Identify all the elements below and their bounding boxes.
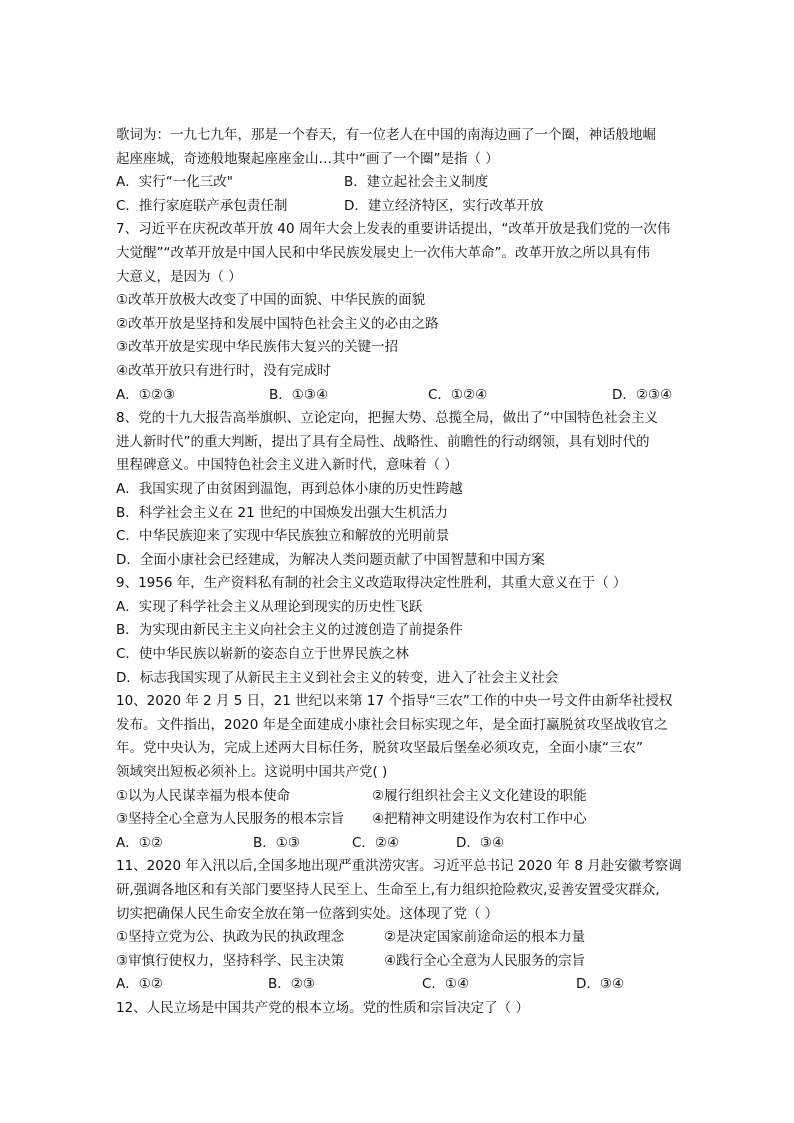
option-b: B．②③ (268, 976, 315, 993)
q10-stem-line: 年。党中央认为，完成上述两大目标任务，脱贫攻坚最后堡垒必须攻克，全面小康“三农” (116, 740, 643, 757)
q7-stem-line: 大觉醒”“改革开放是中国人民和中华民族发展史上一次伟大革命”。改革开放之所以具有伟 (116, 244, 650, 261)
option-a: A．实现了科学社会主义从理论到现实的历史性飞跃 (116, 598, 423, 615)
option-d: D．②③④ (612, 386, 673, 403)
q10-statements-row (116, 808, 682, 832)
q8-stem-line: 里程碑意义。中国特色社会主义进入新时代，意味着（ ） (116, 457, 458, 474)
option-b: B．①③ (253, 834, 300, 851)
q11-statement: ①坚持立党为公、执政为民的执政理念 (116, 929, 345, 946)
q7-statement: ②改革开放是坚持和发展中国特色社会主义的必由之路 (116, 315, 439, 332)
intro-options-row (116, 195, 682, 219)
option-c: C．①④ (422, 976, 470, 993)
option-c: C．②④ (352, 834, 400, 851)
q7-stem-line: 大意义，是因为（ ） (116, 268, 242, 285)
q12-stem-line: 12、人民立场是中国共产党的根本立场。党的性质和宗旨决定了（ ） (116, 999, 529, 1016)
q11-options-row (116, 973, 682, 997)
q10-options-row (116, 832, 682, 856)
q10-stem-line: 10、2020 年 2 月 5 日，21 世纪以来第 17 个指导“三农”工作的中央一号文件由新华社授权 (116, 693, 673, 710)
q11-stem-line: 切实把确保人民生命安全放在第一位落到实处。这体现了党（ ） (116, 905, 499, 922)
option-d: D．标志我国实现了从新民主主义到社会主义的转变，进入了社会主义社会 (116, 669, 559, 686)
q11-statement: ②是决定国家前途命运的根本力量 (384, 929, 586, 946)
option-d: D．③④ (576, 976, 625, 993)
option-a: A．①②③ (116, 386, 176, 403)
q10-stem-line: 发布。文件指出，2020 年是全面建成小康社会目标实现之年，是全面打赢脱贫攻坚战收官之 (116, 716, 668, 733)
q10-stem-line: 领域突出短板必须补上。这说明中国共产党( ) (116, 764, 388, 781)
option-d: D．建立经济特区，实行改革开放 (344, 197, 544, 214)
q10-statements-row (116, 785, 682, 809)
option-c: C．中华民族迎来了实现中华民族独立和解放的光明前景 (116, 528, 450, 545)
intro-line: 歌词为：一九七九年，那是一个春天，有一位老人在中国的南海边画了一个圈，神话般地崛 (116, 127, 656, 143)
option-b: B．科学社会主义在 21 世纪的中国焕发出强大生机活力 (116, 504, 449, 521)
option-c: C．推行家庭联产承包责任制 (116, 197, 288, 214)
q10-statement: ①以为人民谋幸福为根本使命 (116, 787, 291, 804)
option-a: A．①② (116, 976, 163, 993)
option-a: A．①② (116, 834, 163, 851)
q8-stem-line: 进人新时代”的重大判断，提出了具有全局性、战略性、前瞻性的行动纲领，具有划时代的 (116, 433, 650, 450)
q11-statements-row (116, 926, 682, 950)
option-a: A．我国实现了由贫困到温饱，再到总体小康的历史性跨越 (116, 480, 463, 497)
q10-statement: ③坚持全心全意为人民服务的根本宗旨 (116, 811, 345, 828)
option-d: D．全面小康社会已经建成，为解决人类问题贡献了中国智慧和中国方案 (116, 551, 545, 568)
q11-stem-line: 11、2020 年入汛以后,全国多地出现严重洪涝灾害。习近平总书记 2020 年 8 月赴安徽考察调 (116, 858, 682, 875)
q10-statement: ④把精神文明建设作为农村工作中心 (372, 811, 587, 828)
q7-options-row (116, 384, 682, 408)
q11-statement: ④践行全心全意为人民服务的宗旨 (384, 952, 586, 969)
q9-stem-line: 9、1956 年，生产资料私有制的社会主义改造取得决定性胜利，其重大意义在于（ ） (116, 575, 627, 592)
q11-statements-row (116, 950, 682, 974)
intro-line: 起座座城，奇迹般地聚起座座金山…其中“画了一个圈”是指（ ） (116, 150, 499, 167)
option-b: B．①③④ (269, 386, 329, 403)
q8-stem-line: 8、党的十九大报告高举旗帜、立论定向，把握大势、总揽全局，做出了“中国特色社会主义 (116, 410, 659, 427)
q7-stem-line: 7、习近平在庆祝改革开放 40 周年大会上发表的重要讲话提出，“改革开放是我们党的一次伟 (116, 221, 671, 238)
intro-options-row (116, 171, 682, 195)
option-c: C．①②④ (428, 386, 488, 403)
q7-statement: ④改革开放只有进行时，没有完成时 (116, 362, 331, 379)
q11-stem-line: 研,强调各地区和有关部门要坚持人民至上、生命至上,有力组织抢险救灾,妥善安置受灾群众, (116, 882, 660, 898)
q10-statement: ②履行组织社会主义文化建设的职能 (372, 787, 587, 804)
question-content (116, 124, 682, 1021)
q11-statement: ③审慎行使权力，坚持科学、民主决策 (116, 952, 345, 969)
q7-statement: ③改革开放是实现中华民族伟大复兴的关键一招 (116, 339, 399, 356)
option-a: A．实行“一化三改" (116, 174, 233, 191)
q7-statement: ①改革开放极大改变了中国的面貌、中华民族的面貌 (116, 292, 426, 309)
option-c: C．使中华民族以崭新的姿态自立于世界民族之林 (116, 646, 409, 663)
option-d: D．③④ (456, 834, 505, 851)
option-b: B．为实现由新民主主义向社会主义的过渡创造了前提条件 (116, 622, 463, 639)
option-b: B．建立起社会主义制度 (344, 174, 489, 191)
